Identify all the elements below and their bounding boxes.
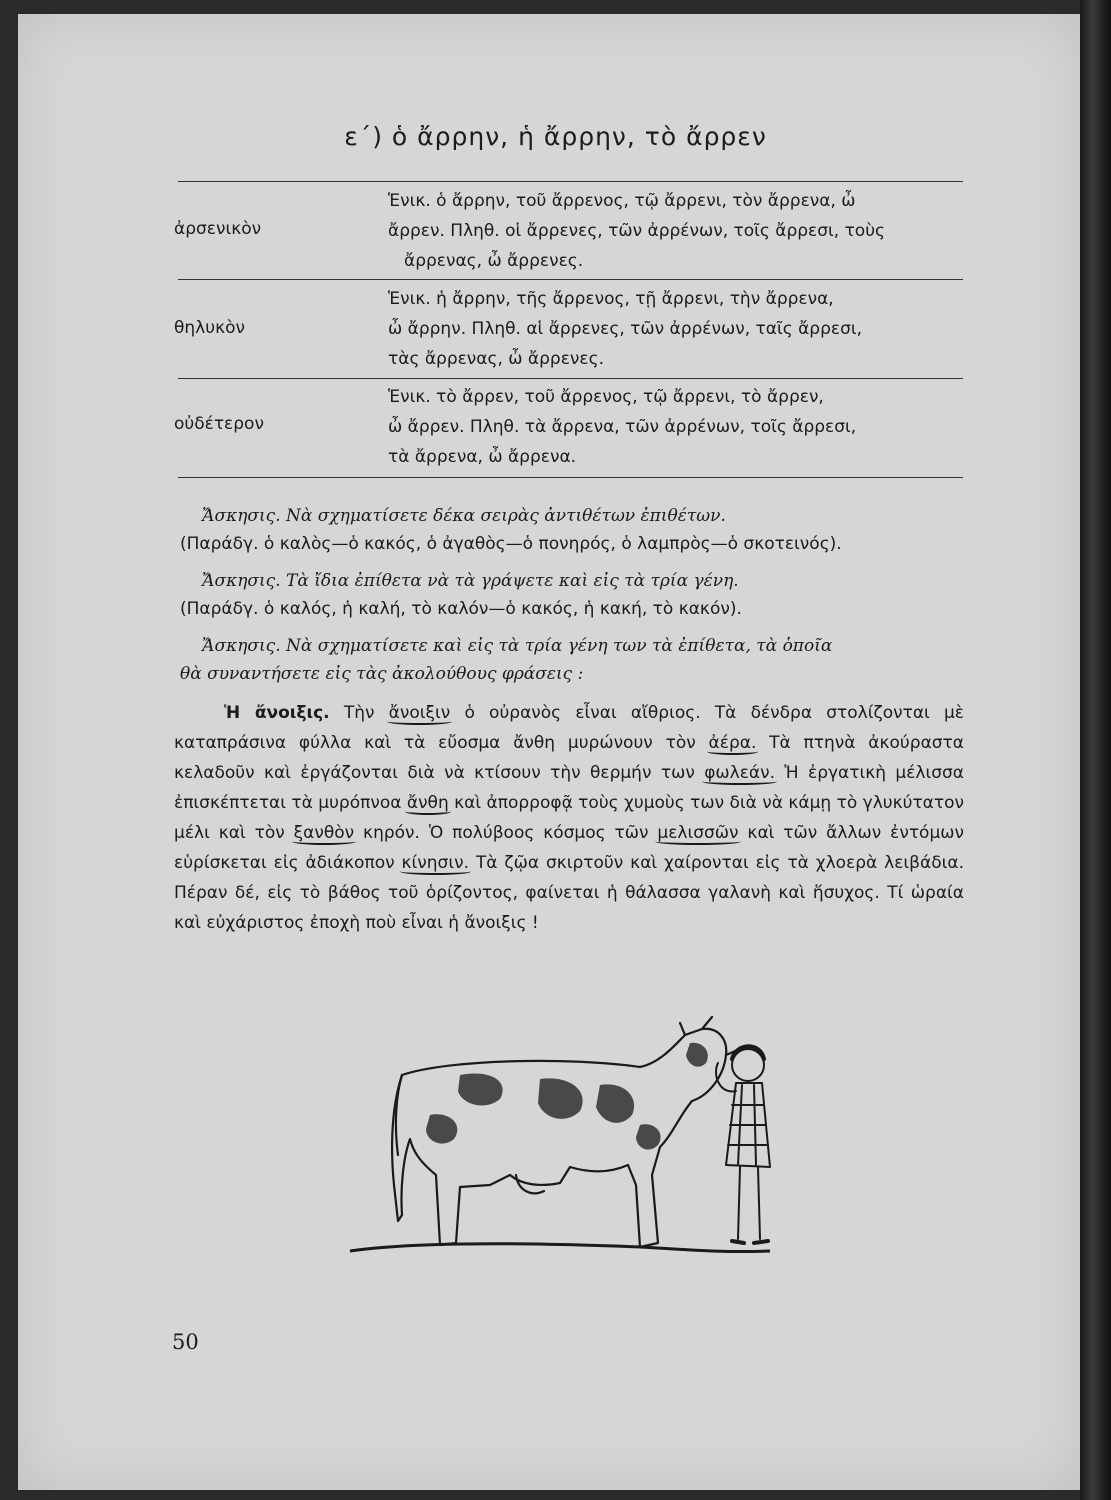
underlined-word: ἄνοιξιν	[388, 703, 451, 723]
underlined-word: ἄνθη	[406, 793, 449, 813]
exercise-example: (Παράδγ. ὁ καλός, ἡ καλή, τὸ καλόν—ὁ κακός, ἡ κακή, τὸ κακόν).	[180, 599, 742, 619]
forms-feminine	[388, 284, 964, 374]
underlined-word: ἀέρα.	[708, 733, 757, 753]
forms-line: Ἑνικ. τὸ ἄρρεν, τοῦ ἄρρενος, τῷ ἄρρενι, τὸ ἄρρεν,	[388, 387, 824, 407]
passage-text: καὶ ἀπορροφᾷ τοὺς χυμοὺς των διὰ νὰ κάμῃ τὸ γλυκύτατον μέλι καὶ τὸν	[174, 793, 965, 843]
table-rule	[178, 181, 963, 182]
table-rule	[178, 378, 963, 379]
page-title: ε΄) ὁ ἄρρην, ἡ ἄρρην, τὸ ἄρρεν	[344, 122, 767, 151]
exercise-instruction: Ἄσκησις. Τὰ ἴδια ἐπίθετα νὰ τὰ γράψετε καὶ εἰς τὰ τρία γένη.	[202, 571, 739, 591]
cow-patches	[426, 1043, 708, 1150]
forms-line: Ἑνικ. ὁ ἄρρην, τοῦ ἄρρενος, τῷ ἄρρενι, τὸν ἄρρενα, ὦ	[388, 191, 856, 211]
exercise-instruction: Ἄσκησις. Νὰ σχηματίσετε καὶ εἰς τὰ τρία γένη των τὰ ἐπίθετα, τὰ ὁποῖα	[202, 636, 833, 656]
exercise-instruction: Ἄσκησις. Νὰ σχηματίσετε δέκα σειρὰς ἀντιθέτων ἐπιθέτων.	[202, 506, 726, 526]
underlined-word: κίνησιν.	[401, 853, 469, 873]
gender-neuter: οὐδέτερον	[174, 414, 264, 434]
forms-line: ἄρρεν. Πληθ. οἱ ἄρρενες, τῶν ἀρρένων, τοῖς ἄρρεσι, τοὺς	[388, 221, 886, 241]
underlined-word: μελισσῶν	[657, 823, 739, 843]
forms-line: τὰς ἄρρενας, ὦ ἄρρενες.	[388, 349, 604, 369]
exercise-example: (Παράδγ. ὁ καλὸς—ὁ κακός, ὁ ἀγαθὸς—ὁ πονηρός, ὁ λαμπρὸς—ὁ σκοτεινός).	[180, 534, 842, 554]
cow-and-girl-illustration	[340, 1015, 790, 1265]
underlined-word: ξανθὸν	[293, 823, 355, 843]
forms-line: ὦ ἄρρην. Πληθ. αἱ ἄρρενες, τῶν ἀρρένων, ταῖς ἄρρεσι,	[388, 319, 863, 339]
forms-line: Ἑνικ. ἡ ἄρρην, τῆς ἄρρενος, τῇ ἄρρενι, τὴν ἄρρενα,	[388, 289, 834, 309]
forms-line: ἄρρενας, ὦ ἄρρενες.	[404, 251, 584, 271]
exercise-2	[180, 567, 964, 623]
exercise-3	[180, 632, 964, 688]
reading-passage	[174, 698, 964, 938]
passage-text: Ἡ ἐργατικὴ μέλισσα ἐπισκέπτεται τὰ μυρόπνοα	[174, 763, 964, 813]
exercise-1	[180, 502, 964, 558]
exercise-instruction-cont: θὰ συναντήσετε εἰς τὰς ἀκολούθους φράσεις :	[180, 664, 584, 684]
passage-text: Τὰ ζῷα σκιρτοῦν καὶ χαίρονται εἰς τὰ χλοερὰ λειβάδια. Πέραν δέ, εἰς τὸ βάθος τοῦ ὁρίζοντος, φαίνεται ἡ θάλασσα γαλανὴ καὶ ἥσυχος. Τί ὡραία καὶ εὐχάριστος ἐποχὴ ποὺ εἶναι ἡ ἄνοιξις !	[174, 853, 964, 933]
gender-masculine: ἀρσενικὸν	[174, 219, 262, 239]
girl-drawing	[716, 1046, 770, 1243]
forms-line: ὦ ἄρρεν. Πληθ. τὰ ἄρρενα, τῶν ἀρρένων, τοῖς ἄρρεσι,	[388, 417, 857, 437]
underlined-word: φωλεάν.	[704, 763, 776, 783]
table-rule	[178, 279, 963, 280]
gender-feminine: θηλυκὸν	[174, 318, 245, 338]
forms-neuter	[388, 382, 964, 472]
passage-title: Ἡ ἄνοιξις.	[224, 703, 330, 723]
table-rule	[178, 477, 963, 478]
book-spine-edge	[1080, 0, 1111, 1500]
passage-text: Τὰ πτηνὰ ἀκούραστα κελαδοῦν καὶ ἐργάζονται διὰ νὰ κτίσουν τὴν θερμήν των	[174, 733, 964, 783]
passage-text: ὁ οὐρανὸς εἶναι αἴθριος. Τὰ δένδρα στολίζονται μὲ καταπράσινα φύλλα καὶ τὰ εὔοσμα ἄνθη μυρώνουν τὸν	[174, 703, 964, 753]
page-number: 50	[172, 1330, 199, 1354]
ground-hatching	[350, 1244, 770, 1252]
forms-masculine	[388, 186, 964, 276]
passage-text: Τὴν	[343, 703, 389, 723]
passage-text: καὶ τῶν ἄλλων ἐντόμων εὑρίσκεται εἰς ἀδιάκοπον	[174, 823, 965, 873]
passage-text: κηρόν. Ὁ πολύβοος κόσμος τῶν	[354, 823, 658, 843]
forms-line: τὰ ἄρρενα, ὦ ἄρρενα.	[388, 447, 577, 467]
